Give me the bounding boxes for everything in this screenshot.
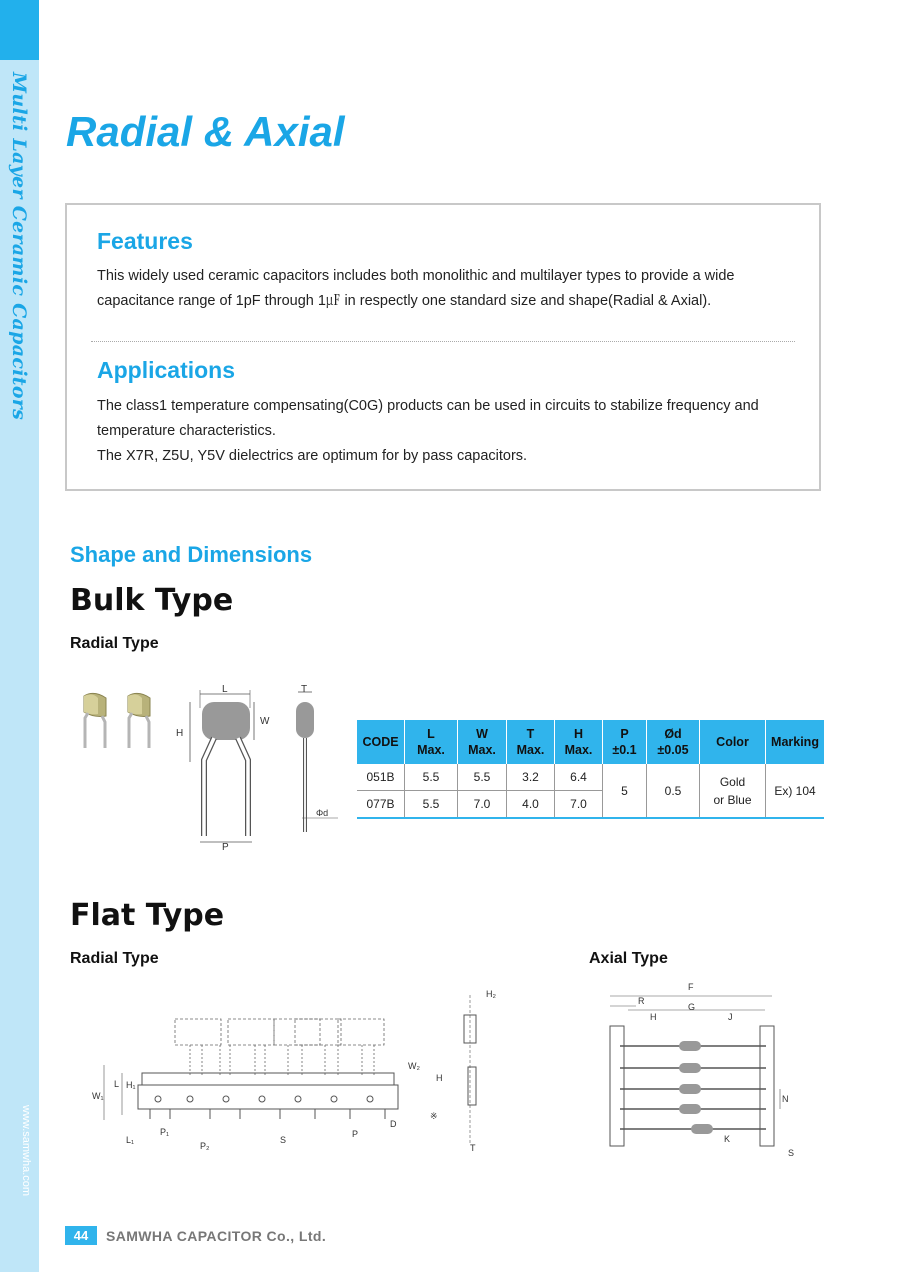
- cell-L: 5.5: [405, 764, 458, 791]
- header-color: Color: [700, 720, 766, 764]
- dim-W2-label: W₂: [408, 1061, 420, 1071]
- features-heading: Features: [97, 228, 193, 254]
- dim-P-label: P: [222, 842, 229, 850]
- flat-axial-taping-drawing: [600, 980, 820, 1160]
- cell-W: 5.5: [458, 764, 507, 791]
- dim-L-label: L: [222, 684, 228, 695]
- header-T: T Max.: [507, 720, 555, 764]
- applications-line: The class1 temperature compensating(C0G) products can be used in circuits to stabilize frequency and: [97, 398, 759, 414]
- flat-type-title: Flat Type: [70, 898, 225, 933]
- dim-T-label: T: [301, 684, 308, 695]
- capacitor-side-body: [296, 702, 314, 738]
- sidebar: [0, 0, 39, 1272]
- dim-K-label: K: [724, 1134, 731, 1144]
- cell-code: 077B: [357, 791, 405, 819]
- bulk-capacitor-photo: [72, 688, 164, 752]
- cell-T: 3.2: [507, 764, 555, 791]
- shape-dimensions-heading: Shape and Dimensions: [70, 542, 313, 567]
- bulk-radial-dimension-drawing: [170, 680, 350, 850]
- dim-G-label: G: [688, 1002, 696, 1012]
- flat-radial-label: Radial Type: [70, 950, 159, 967]
- cell-P: 5: [603, 764, 647, 818]
- dim-D-label: D: [390, 1119, 397, 1129]
- header-marking: Marking: [766, 720, 825, 764]
- dim-L1-label: L₁: [126, 1135, 135, 1145]
- page-number: 44: [65, 1226, 97, 1245]
- applications-heading: Applications: [97, 357, 236, 383]
- cell-color: Gold or Blue: [700, 764, 766, 818]
- cell-marking: Ex) 104: [766, 764, 825, 818]
- dim-S-label: S: [280, 1135, 287, 1145]
- dim-F-label: F: [688, 982, 694, 992]
- cell-L: 5.5: [405, 791, 458, 819]
- dim-P1-label: P₁: [160, 1127, 170, 1137]
- capacitor-body: [202, 702, 250, 740]
- dim-S-label: S: [788, 1148, 795, 1158]
- dim-H1-label: H₁: [126, 1080, 136, 1090]
- dim-R-label: R: [638, 996, 645, 1006]
- flat-radial-taping-drawing: [90, 985, 510, 1155]
- features-line: capacitance range of 1pF through 1㎌ in respectly one standard size and shape(Radial & Axial).: [97, 293, 712, 309]
- cell-H: 7.0: [555, 791, 603, 819]
- dim-H-label: H: [176, 728, 184, 739]
- applications-text: [97, 394, 793, 469]
- table-header-row: [357, 720, 824, 764]
- header-H: H Max.: [555, 720, 603, 764]
- dim-W1-label: W₁: [92, 1091, 104, 1101]
- dim-L-label: L: [114, 1079, 120, 1089]
- bulk-radial-label: Radial Type: [70, 635, 159, 652]
- divider: [91, 341, 795, 342]
- features-text: [97, 264, 793, 314]
- dim-W-label: W: [260, 716, 270, 727]
- applications-line: The X7R, Z5U, Y5V dielectrics are optimum for by pass capacitors.: [97, 448, 528, 464]
- dim-P-label: P: [352, 1129, 359, 1139]
- dim-H2-label: H₂: [486, 989, 496, 999]
- header-code: CODE: [357, 720, 405, 764]
- features-line: This widely used ceramic capacitors includes both monolithic and multilayer types to provide a wide: [97, 268, 735, 284]
- dim-N-label: N: [782, 1094, 789, 1104]
- company-name: SAMWHA CAPACITOR Co., Ltd.: [106, 1228, 327, 1244]
- dim-H-label: H: [436, 1073, 443, 1083]
- capacitor-photo-2: [128, 693, 150, 748]
- header-d: Ød ±0.05: [647, 720, 700, 764]
- cell-H: 6.4: [555, 764, 603, 791]
- features-box: [65, 203, 821, 491]
- website-url: www.samwha.com: [20, 1105, 32, 1197]
- dim-d-label: Φd: [316, 808, 329, 818]
- table-row: [357, 764, 824, 791]
- header-L: L Max.: [405, 720, 458, 764]
- dim-J-label: J: [728, 1012, 733, 1022]
- page-title: Radial & Axial: [66, 108, 345, 155]
- capacitor-photo-1: [84, 693, 106, 748]
- flat-axial-label: Axial Type: [589, 950, 668, 967]
- cell-d: 0.5: [647, 764, 700, 818]
- header-P: P ±0.1: [603, 720, 647, 764]
- star-note-label: ※: [430, 1111, 438, 1121]
- dim-P2-label: P₂: [200, 1141, 210, 1151]
- vertical-section-title: Multi Layer Ceramic Capacitors: [8, 72, 30, 421]
- sidebar-accent-block: [0, 0, 39, 60]
- cell-W: 7.0: [458, 791, 507, 819]
- dim-T-label: T: [470, 1143, 476, 1153]
- header-W: W Max.: [458, 720, 507, 764]
- dim-H-label: H: [650, 1012, 657, 1022]
- bulk-spec-table: [357, 720, 824, 819]
- applications-line: temperature characteristics.: [97, 423, 276, 439]
- cell-T: 4.0: [507, 791, 555, 819]
- cell-code: 051B: [357, 764, 405, 791]
- bulk-type-title: Bulk Type: [70, 583, 234, 618]
